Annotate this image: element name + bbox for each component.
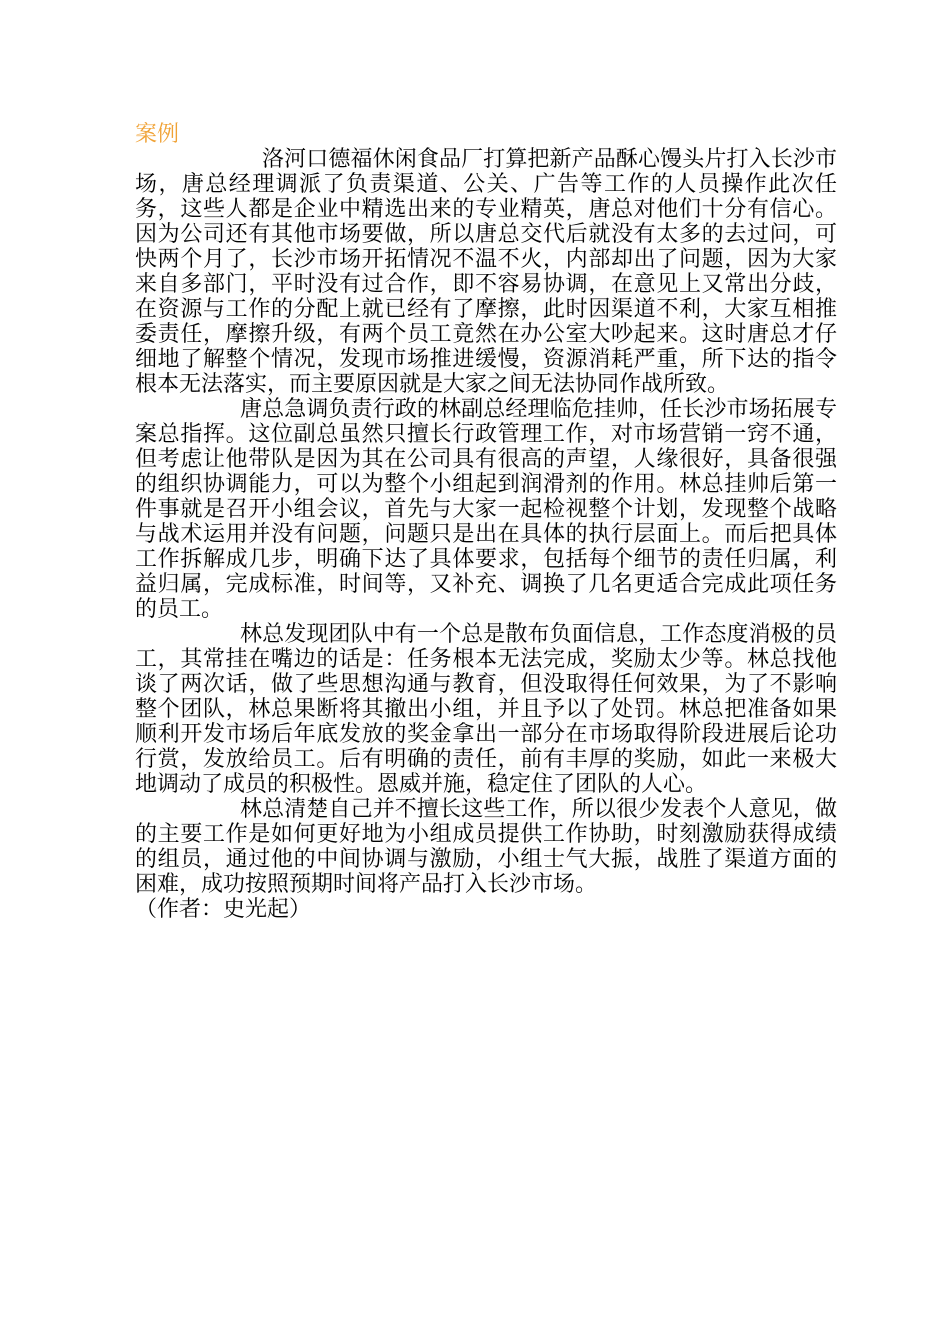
author-line: （作者：史光起） bbox=[135, 896, 312, 921]
case-paragraph-1: 洛河口德福休闲食品厂打算把新产品酥心馒头片打入长沙市场，唐总经理调派了负责渠道、公关、广告等工作的人员操作此次任务，这些人都是企业中精选出来的专业精英，唐总对他们十分有信心。因为公司还有其他市场要做，所以唐总交代后就没有太多的去过问，可快两个月了，长沙市场开拓情况不温不火，内部却出了问题，因为大家来自多部门，平时没有过合作，即不容易协调，在意见上又常出分歧，在资源与工作的分配上就已经有了摩擦，此时因渠道不利，大家互相推委责任，摩擦升级，有两个员工竟然在办公室大吵起来。这时唐总才仔细地了解整个情况，发现市场推进缓慢，资源消耗严重，所下达的指令根本无法落实，而主要原因就是大家之间无法协同作战所致。 bbox=[135, 146, 837, 396]
document-page bbox=[135, 121, 837, 921]
case-paragraph-3: 林总发现团队中有一个总是散布负面信息，工作态度消极的员工，其常挂在嘴边的话是：任务根本无法完成，奖励太少等。林总找他谈了两次话，做了些思想沟通与教育，但没取得任何效果，为了不影响整个团队，林总果断将其撤出小组，并且予以了处罚。林总把准备如果顺利开发市场后年底发放的奖金拿出一部分在市场取得阶段进展后论功行赏，发放给员工。后有明确的责任，前有丰厚的奖励，如此一来极大地调动了成员的积极性。恩威并施，稳定住了团队的人心。 bbox=[135, 621, 837, 796]
case-heading: 案例 bbox=[135, 121, 180, 146]
case-paragraph-2: 唐总急调负责行政的林副总经理临危挂帅，任长沙市场拓展专案总指挥。这位副总虽然只擅长行政管理工作，对市场营销一窍不通，但考虑让他带队是因为其在公司具有很高的声望，人缘很好，具备很强的组织协调能力，可以为整个小组起到润滑剂的作用。林总挂帅后第一件事就是召开小组会议，首先与大家一起检视整个计划，发现整个战略与战术运用并没有问题，问题只是出在具体的执行层面上。而后把具体工作拆解成几步，明确下达了具体要求，包括每个细节的责任归属，利益归属，完成标准，时间等，又补充、调换了几名更适合完成此项任务的员工。 bbox=[135, 396, 837, 621]
case-paragraph-4: 林总清楚自己并不擅长这些工作，所以很少发表个人意见，做的主要工作是如何更好地为小组成员提供工作协助，时刻激励获得成绩的组员，通过他的中间协调与激励，小组士气大振，战胜了渠道方面的困难，成功按照预期时间将产品打入长沙市场。 bbox=[135, 796, 837, 896]
